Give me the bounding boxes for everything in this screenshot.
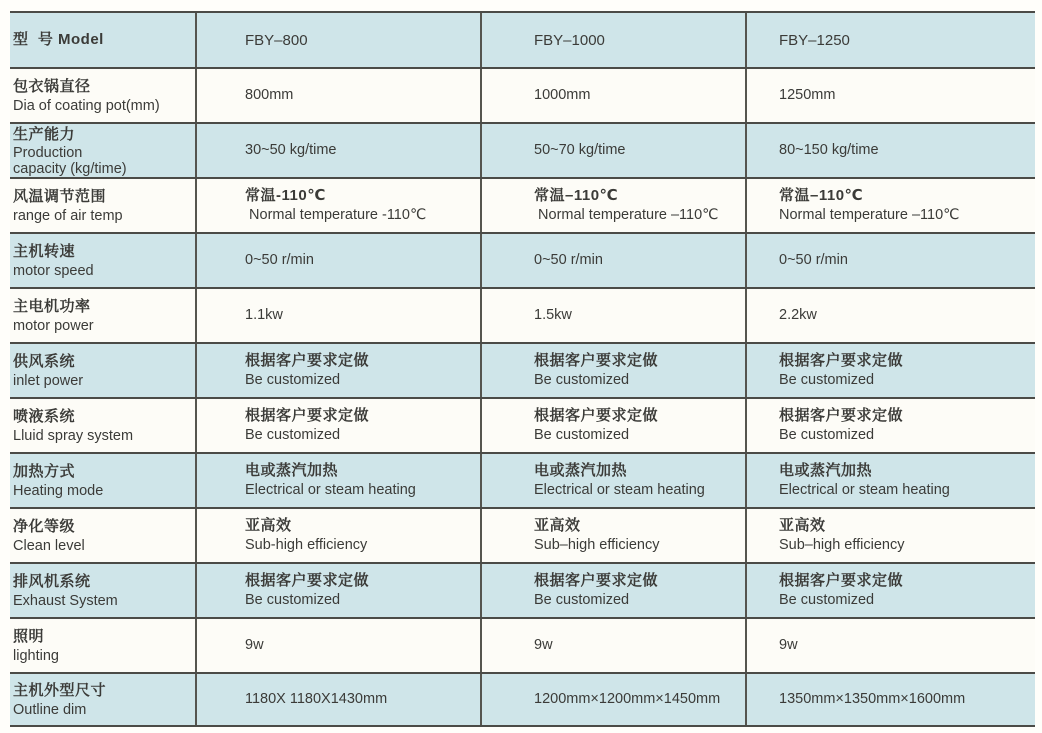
row-label-zh: 排风机系统 bbox=[13, 572, 91, 590]
cell-fby-800 bbox=[195, 179, 480, 232]
value-line: 9w bbox=[534, 637, 553, 653]
row-outline-dim bbox=[10, 672, 1035, 727]
value-line-zh: 根据客户要求定做 bbox=[245, 352, 370, 369]
row-label-cell bbox=[10, 69, 195, 122]
header-label: 型 号 Model bbox=[13, 31, 104, 48]
row-label-cell bbox=[10, 399, 195, 452]
value-line-zh: 根据客户要求定做 bbox=[779, 572, 904, 589]
row-exhaust-system bbox=[10, 562, 1035, 617]
row-motor-power bbox=[10, 287, 1035, 342]
cell-fby-1000 bbox=[480, 564, 745, 617]
row-label-cell bbox=[10, 289, 195, 342]
value-line: Sub–high efficiency bbox=[534, 537, 660, 553]
row-production-capacity bbox=[10, 122, 1035, 177]
cell-fby-800 bbox=[195, 234, 480, 287]
row-label-en: range of air temp bbox=[13, 207, 123, 224]
value-line: 9w bbox=[245, 637, 264, 653]
row-lighting bbox=[10, 617, 1035, 672]
value-line: Electrical or steam heating bbox=[779, 482, 950, 498]
value-line: Be customized bbox=[779, 592, 875, 608]
model-name: FBY–800 bbox=[245, 31, 308, 49]
row-label-zh: 主机转速 bbox=[13, 242, 76, 260]
cell-fby-1250 bbox=[745, 234, 1035, 287]
value-line-zh: 常温–110℃ bbox=[779, 187, 864, 204]
model-name: FBY–1250 bbox=[779, 31, 850, 49]
cell-fby-800 bbox=[195, 509, 480, 562]
value-line: 1000mm bbox=[534, 87, 591, 103]
value-line-zh: 根据客户要求定做 bbox=[534, 352, 659, 369]
cell-fby-800 bbox=[195, 674, 480, 725]
row-label-en: Lluid spray system bbox=[13, 427, 134, 444]
cell-fby-1250 bbox=[745, 619, 1035, 672]
row-label-zh: 包衣锅直径 bbox=[13, 77, 91, 95]
row-label-cell bbox=[10, 564, 195, 617]
value-line: Normal temperature -110℃ bbox=[245, 207, 427, 223]
row-label-zh: 主机外型尺寸 bbox=[13, 681, 107, 699]
value-line: 0~50 r/min bbox=[779, 252, 848, 268]
cell-fby-1000 bbox=[480, 234, 745, 287]
row-label-zh: 主电机功率 bbox=[13, 297, 91, 315]
value-line-zh: 亚高效 bbox=[534, 517, 581, 534]
row-label-cell bbox=[10, 179, 195, 232]
row-label-en: motor power bbox=[13, 317, 94, 334]
header-label-cell bbox=[10, 13, 195, 67]
row-label-en: Exhaust System bbox=[13, 592, 118, 609]
cell-fby-1250 bbox=[745, 674, 1035, 725]
row-label-en: inlet power bbox=[13, 372, 84, 389]
value-line: Be customized bbox=[779, 372, 875, 388]
value-line: 9w bbox=[779, 637, 798, 653]
value-line-zh: 常温–110℃ bbox=[534, 187, 619, 204]
cell-fby-800 bbox=[195, 454, 480, 507]
row-label-zh: 照明 bbox=[13, 627, 45, 645]
row-label-en: motor speed bbox=[13, 262, 94, 279]
row-clean-level bbox=[10, 507, 1035, 562]
cell-fby-1000 bbox=[480, 289, 745, 342]
cell-fby-1000 bbox=[480, 344, 745, 397]
value-line: Be customized bbox=[534, 372, 630, 388]
row-label-zh: 喷液系统 bbox=[13, 407, 76, 425]
value-line: 800mm bbox=[245, 87, 294, 103]
cell-fby-1250 bbox=[745, 399, 1035, 452]
row-label-en: Production bbox=[13, 144, 83, 161]
value-line: Be customized bbox=[245, 372, 341, 388]
value-line: 50~70 kg/time bbox=[534, 142, 626, 158]
row-label-cell bbox=[10, 454, 195, 507]
value-line: 0~50 r/min bbox=[245, 252, 314, 268]
cell-fby-1250 bbox=[745, 69, 1035, 122]
value-line: 0~50 r/min bbox=[534, 252, 603, 268]
cell-fby-1250 bbox=[745, 454, 1035, 507]
value-line: Be customized bbox=[245, 592, 341, 608]
cell-fby-1000 bbox=[480, 619, 745, 672]
row-label-en: Clean level bbox=[13, 537, 85, 554]
value-line: Electrical or steam heating bbox=[534, 482, 705, 498]
row-label-zh: 生产能力 bbox=[13, 125, 76, 143]
value-line: 1.1kw bbox=[245, 307, 283, 323]
row-label-zh: 净化等级 bbox=[13, 517, 76, 535]
value-line: 1180X 1180X1430mm bbox=[245, 691, 388, 707]
cell-fby-1000 bbox=[480, 179, 745, 232]
header-row bbox=[10, 11, 1035, 67]
cell-fby-800 bbox=[195, 399, 480, 452]
cell-fby-800 bbox=[195, 564, 480, 617]
value-line-zh: 电或蒸汽加热 bbox=[245, 462, 339, 479]
cell-fby-1250 bbox=[745, 124, 1035, 177]
cell-fby-800 bbox=[195, 289, 480, 342]
value-line: 1.5kw bbox=[534, 307, 572, 323]
cell-fby-1000 bbox=[480, 399, 745, 452]
cell-fby-1250 bbox=[745, 344, 1035, 397]
value-line: Be customized bbox=[779, 427, 875, 443]
value-line: 30~50 kg/time bbox=[245, 142, 337, 158]
row-label-cell bbox=[10, 619, 195, 672]
cell-fby-1250 bbox=[745, 289, 1035, 342]
value-line: Be customized bbox=[245, 427, 341, 443]
value-line: Normal temperature –110℃ bbox=[534, 207, 719, 223]
value-line-zh: 亚高效 bbox=[779, 517, 826, 534]
row-motor-speed bbox=[10, 232, 1035, 287]
row-label-en: Outline dim bbox=[13, 701, 87, 718]
row-label-cell bbox=[10, 234, 195, 287]
value-line-zh: 电或蒸汽加热 bbox=[534, 462, 628, 479]
spec-table bbox=[10, 11, 1035, 727]
row-heating-mode bbox=[10, 452, 1035, 507]
row-label-cell bbox=[10, 124, 195, 177]
row-label-cell bbox=[10, 674, 195, 725]
value-line-zh: 亚高效 bbox=[245, 517, 292, 534]
value-line: Sub-high efficiency bbox=[245, 537, 368, 553]
row-label-cell bbox=[10, 344, 195, 397]
value-line-zh: 根据客户要求定做 bbox=[245, 407, 370, 424]
value-line-zh: 根据客户要求定做 bbox=[779, 352, 904, 369]
row-label-en: capacity (kg/time) bbox=[13, 160, 127, 177]
value-line-zh: 根据客户要求定做 bbox=[245, 572, 370, 589]
row-label-en: Heating mode bbox=[13, 482, 104, 499]
value-line-zh: 根据客户要求定做 bbox=[534, 572, 659, 589]
value-line: 2.2kw bbox=[779, 307, 817, 323]
row-label-zh: 加热方式 bbox=[13, 462, 76, 480]
cell-fby-800 bbox=[195, 344, 480, 397]
value-line: 1250mm bbox=[779, 87, 836, 103]
value-line-zh: 电或蒸汽加热 bbox=[779, 462, 873, 479]
value-line-zh: 常温-110℃ bbox=[245, 187, 326, 204]
value-line: Electrical or steam heating bbox=[245, 482, 416, 498]
cell-fby-1250 bbox=[745, 564, 1035, 617]
row-label-zh: 风温调节范围 bbox=[13, 187, 107, 205]
header-model-fby-800 bbox=[195, 13, 480, 67]
cell-fby-800 bbox=[195, 124, 480, 177]
value-line: 80~150 kg/time bbox=[779, 142, 879, 158]
header-model-fby-1250 bbox=[745, 13, 1035, 67]
row-air-temp-range bbox=[10, 177, 1035, 232]
cell-fby-800 bbox=[195, 69, 480, 122]
cell-fby-1000 bbox=[480, 454, 745, 507]
row-label-zh: 供风系统 bbox=[13, 352, 76, 370]
cell-fby-1000 bbox=[480, 674, 745, 725]
row-label-en: Dia of coating pot(mm) bbox=[13, 97, 160, 114]
value-line-zh: 根据客户要求定做 bbox=[779, 407, 904, 424]
cell-fby-1000 bbox=[480, 69, 745, 122]
row-label-en: lighting bbox=[13, 647, 59, 664]
cell-fby-1000 bbox=[480, 509, 745, 562]
value-line: 1200mm×1200mm×1450mm bbox=[534, 691, 721, 707]
cell-fby-1000 bbox=[480, 124, 745, 177]
row-label-cell bbox=[10, 509, 195, 562]
value-line-zh: 根据客户要求定做 bbox=[534, 407, 659, 424]
row-coating-pot-diameter bbox=[10, 67, 1035, 122]
value-line: Sub–high efficiency bbox=[779, 537, 905, 553]
value-line: Be customized bbox=[534, 427, 630, 443]
value-line: Be customized bbox=[534, 592, 630, 608]
model-name: FBY–1000 bbox=[534, 31, 605, 49]
header-model-fby-1000 bbox=[480, 13, 745, 67]
cell-fby-800 bbox=[195, 619, 480, 672]
value-line: Normal temperature –110℃ bbox=[779, 207, 960, 223]
value-line: 1350mm×1350mm×1600mm bbox=[779, 691, 966, 707]
cell-fby-1250 bbox=[745, 179, 1035, 232]
row-inlet-power bbox=[10, 342, 1035, 397]
row-fluid-spray-system bbox=[10, 397, 1035, 452]
cell-fby-1250 bbox=[745, 509, 1035, 562]
